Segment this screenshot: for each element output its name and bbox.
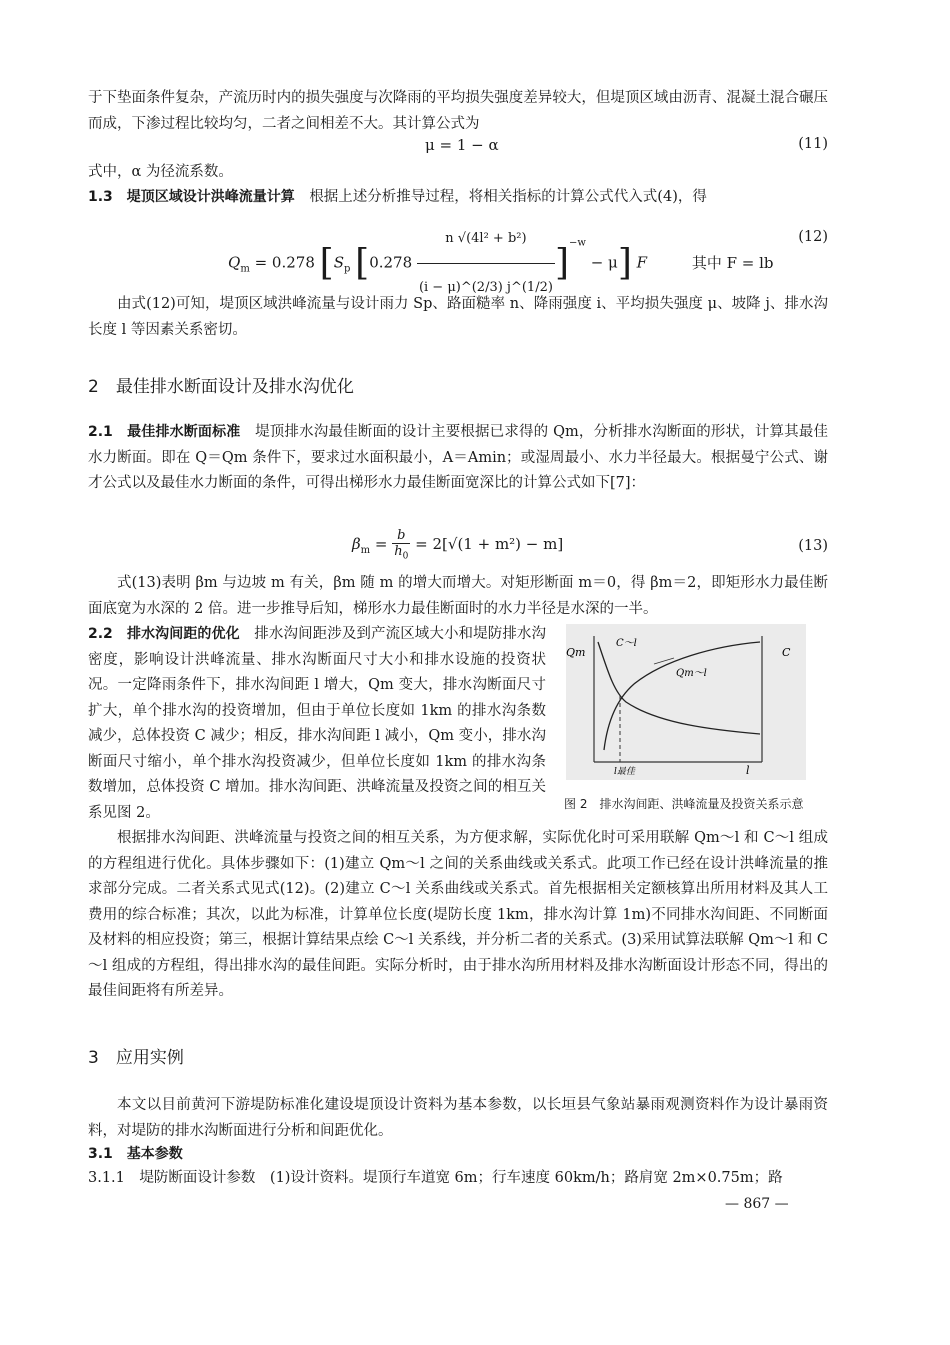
- section-2-1-body: 堤顶排水沟最佳断面的设计主要根据已求得的 Qm，分析排水沟断面的形状，计算其最佳水力断面。即在 Q＝Qm 条件下，要求过水面积最小，A＝Amin；或湿周最小、水力半径最大。根据曼宁公式、谢才公式以及最佳水力断面的条件，可得出梯形水力最佳断面宽深比的计算公式如下[7]：: [88, 424, 828, 491]
- section-3-1-heading: 3.1 基本参数: [88, 1146, 183, 1162]
- eq13-fraction: [392, 528, 410, 562]
- figure-2: [564, 622, 808, 786]
- x-optimum-label: l最佳: [614, 767, 635, 777]
- figure-2-chart: [564, 622, 808, 782]
- section-3-title: 3 应用实例: [88, 1048, 184, 1068]
- figure-2-caption: 图 2 排水沟间距、洪峰流量及投资关系示意: [564, 797, 804, 811]
- section-2-2-heading: 2.2 排水沟间距的优化: [88, 626, 240, 642]
- alpha-definition: 式中，α 为径流系数。: [88, 164, 233, 180]
- eq13-den-sub: 0: [402, 551, 409, 562]
- eq12-s-sub: p: [343, 263, 351, 275]
- x-axis-label: l: [746, 764, 750, 777]
- equation-13: $\beta_m$ = $\frac{b}{h_0}$ = 2[√(1 + m²) − m]: [352, 528, 564, 562]
- curve-qm-label: Qm～l: [676, 668, 707, 679]
- eq12-coef: = 0.278: [254, 253, 315, 272]
- section-2-1-paragraph: [88, 420, 828, 497]
- eq13-den-text: h: [394, 544, 403, 559]
- optimization-paragraph: 根据排水沟间距、洪峰流量与投资之间的相互关系，为方便求解，实际优化时可采用联解 Qm～l 和 C～l 组成的方程组进行优化。具体步骤如下：(1)建立 Qm～l 之间的关系曲线或关系式。此项工作已经在设计洪峰流量的推求部分完成。二者关系式见式(12)。(2)建立 C～l 关系曲线或关系式。首先根据相关定额核算出所用材料及其人工费用的综合标准；其次，以此为标准，计算单位长度(堤防长度 1km，排水沟计算 1m)不同排水沟间距、不同断面及材料的相应投资；第三，根据计算结果点绘 C～l 关系线，并分析二者的关系式。(3)采用试算法联解 Qm～l 和 C～l 组成的方程组，得出排水沟的最佳间距。实际分析时，由于排水沟所用材料及排水沟断面设计形态不同，得出的最佳间距将有所差异。: [88, 830, 828, 999]
- figure-2-background: [566, 624, 806, 780]
- eq12-f: F: [636, 253, 648, 272]
- eq12-inner-coef: 0.278: [369, 253, 413, 272]
- section-1-3-heading: 1.3 堤顶区域设计洪峰流量计算: [88, 189, 295, 205]
- equation-12-number: (12): [798, 229, 828, 245]
- eq13-lhs-sub: m: [360, 544, 371, 556]
- curve-c-label: C～l: [616, 638, 637, 649]
- eq12-lhs: Q: [228, 253, 241, 272]
- eq12-lhs-sub: m: [240, 263, 250, 275]
- eq13-den: [392, 544, 410, 562]
- eq12-denominator: (i − μ)^(2/3) j^(1/2): [418, 280, 553, 295]
- section-3-1-1-paragraph: [88, 1166, 828, 1192]
- ylabel-left: Qm: [566, 646, 586, 659]
- eq13-lhs: β: [352, 534, 361, 553]
- equation-12: $Q_m = 0.278$ [$S_p$ [0.278 $\frac{\text{n √(4l² + b²)}}{(i - \mu)\^{}(2/3) j\^{}(1/2)}$ ]$^{-w}$ − μ] F 其中 F = lb: [228, 215, 774, 265]
- section-3-1-1-body: (1)设计资料。堤顶行车道宽 6m；行车速度 60km/h；路肩宽 2m×0.75m；路: [269, 1170, 783, 1186]
- section-2-1-heading: 2.1 最佳排水断面标准: [88, 424, 241, 440]
- eq13-num-text: b: [397, 528, 406, 543]
- eq12-where: 其中 F = lb: [691, 253, 774, 272]
- eq13-num: [392, 528, 410, 544]
- section-2-2-body: 排水沟间距涉及到产流区域大小和堤防排水沟密度，影响设计洪峰流量、排水沟断面尺寸大小和排水设施的投资状况。一定降雨条件下，排水沟间距 l 增大，Qm 变大，排水沟断面尺寸扩大，单个排水沟的投资增加，但由于单位长度如 1km 的排水沟条数减少，总体投资 C 减少；相反，排水沟间距 l 减小，Qm 变小，排水沟断面尺寸缩小，单个排水沟投资减少，但单位长度如 1km 的排水沟条数增加，总体投资 C 增加。排水沟间距、洪峰流量及投资之间的相互关系见图 2。: [88, 626, 546, 821]
- equation-13-number: (13): [798, 538, 828, 554]
- eq12-exponent: −w: [568, 237, 586, 249]
- eq13-rhs: = 2[√(1 + m²) − m]: [415, 534, 564, 553]
- eq12-explanation: 由式(12)可知，堤顶区域洪峰流量与设计雨力 Sp、路面糙率 n、降雨强度 i、平均损失强度 μ、坡降 j、排水沟长度 l 等因素关系密切。: [88, 296, 828, 338]
- equation-11: μ = 1 − α: [425, 136, 499, 154]
- eq12-s: S: [333, 253, 344, 272]
- section-2-2-paragraph: [88, 622, 546, 826]
- section-3-1-1-heading: 3.1.1 堤防断面设计参数: [88, 1170, 256, 1186]
- ylabel-right: C: [782, 646, 791, 659]
- eq12-tail: − μ: [590, 253, 618, 272]
- eq13-explanation: 式(13)表明 βm 与边坡 m 有关，βm 随 m 的增大而增大。对矩形断面 m＝0，得 βm＝2，即矩形水力最佳断面底宽为水深的 2 倍。进一步推导后知，梯形水力最佳断面时的水力半径是水深的一半。: [88, 575, 828, 617]
- application-paragraph: 本文以目前黄河下游堤防标准化建设堤顶设计资料为基本参数，以长垣县气象站暴雨观测资料作为设计暴雨资料，对堤防的排水沟断面进行分析和间距优化。: [88, 1097, 828, 1139]
- section-1-3-body: 根据上述分析推导过程，将相关指标的计算公式代入式(4)，得: [309, 189, 707, 205]
- page-number: — 867 —: [725, 1196, 789, 1212]
- equation-11-number: (11): [798, 136, 828, 152]
- intro-paragraph: 于下垫面条件复杂，产流历时内的损失强度与次降雨的平均损失强度差异较大，但堤顶区域由沥青、混凝土混合碾压而成，下渗过程比较均匀，二者之间相差不大。其计算公式为: [88, 90, 828, 132]
- section-2-title: 2 最佳排水断面设计及排水沟优化: [88, 377, 354, 397]
- section-1-3-paragraph: [88, 185, 828, 211]
- eq12-numerator: n √(4l² + b²): [417, 215, 555, 264]
